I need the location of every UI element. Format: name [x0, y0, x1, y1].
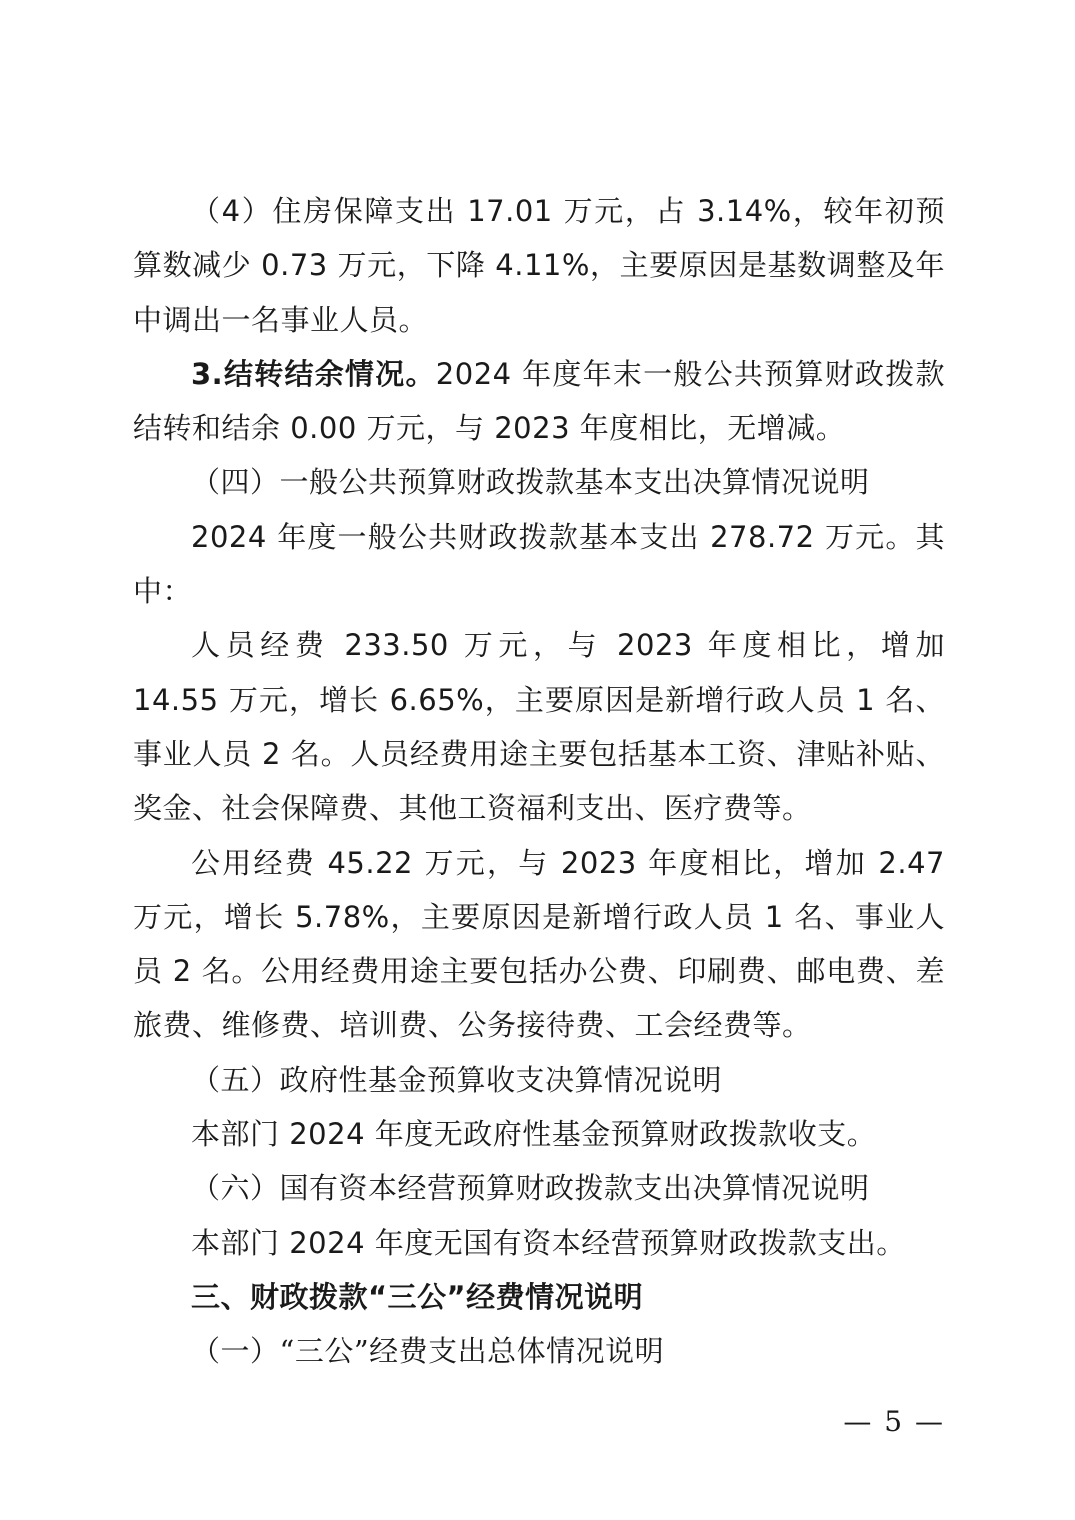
document-body — [133, 184, 945, 1379]
subheading-basic-expenditure: （四）一般公共预算财政拨款基本支出决算情况说明 — [191, 465, 870, 500]
paragraph-housing-expenditure: （4）住房保障支出 17.01 万元，占 3.14%，较年初预算数减少 0.73 万元，下降 4.11%，主要原因是基数调整及年中调出一名事业人员。 — [133, 194, 945, 337]
subheading-state-capital: （六）国有资本经营预算财政拨款支出决算情况说明 — [191, 1171, 870, 1206]
section-heading-three-public: 三、财政拨款“三公”经费情况说明 — [191, 1279, 644, 1314]
paragraph-public-expenses: 公用经费 45.22 万元，与 2023 年度相比，增加 2.47 万元，增长 5.78%，主要原因是新增行政人员 1 名、事业人员 2 名。公用经费用途主要包括办公费、印刷费、邮电费、差旅费、维修费、培训费、公务接待费、工会经费等。 — [133, 845, 945, 1043]
paragraph-carryover-balance — [133, 347, 945, 456]
carryover-heading: 3.结转结余情况。 — [191, 356, 436, 391]
page-number: — 5 — — [843, 1405, 945, 1438]
paragraph-government-fund: 本部门 2024 年度无政府性基金预算财政拨款收支。 — [191, 1117, 877, 1152]
subheading-three-public-overall: （一）“三公”经费支出总体情况说明 — [191, 1334, 665, 1369]
paragraph-personnel-expenses: 人员经费 233.50 万元，与 2023 年度相比，增加 14.55 万元，增长 6.65%，主要原因是新增行政人员 1 名、事业人员 2 名。人员经费用途主要包括基本工资、津贴补贴、奖金、社会保障费、其他工资福利支出、医疗费等。 — [133, 628, 945, 826]
carryover-text: 2024 年度年末一般公共预算财政拨款结转和结余 0.00 万元，与 2023 年度相比，无增减。 — [133, 356, 945, 446]
paragraph-state-capital: 本部门 2024 年度无国有资本经营预算财政拨款支出。 — [191, 1225, 906, 1260]
subheading-government-fund: （五）政府性基金预算收支决算情况说明 — [191, 1062, 723, 1097]
paragraph-basic-expenditure-total: 2024 年度一般公共财政拨款基本支出 278.72 万元。其中： — [133, 519, 945, 609]
